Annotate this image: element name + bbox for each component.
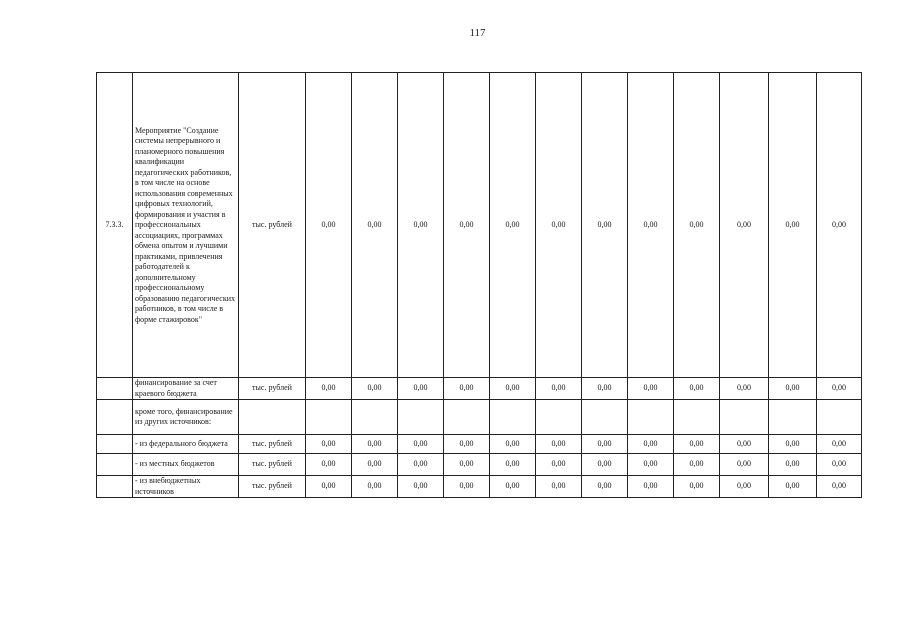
row-unit: тыс. рублей (239, 454, 306, 476)
value-cell: 0,00 (817, 454, 862, 476)
value-cell: 0,00 (628, 435, 674, 454)
value-cell: 0,00 (769, 435, 817, 454)
value-cell: 0,00 (628, 378, 674, 400)
value-cell (352, 400, 398, 435)
value-cell: 0,00 (817, 476, 862, 498)
value-cell (628, 400, 674, 435)
value-cell: 0,00 (536, 476, 582, 498)
value-cell: 0,00 (674, 73, 720, 378)
row-name: Мероприятие "Создание системы непрерывного и планомерного повышения квалификации педагогических работников, в том числе на основе использования современных цифровых технологий, формирования и участия в профессиональных ассоциациях, программах обмена опытом и лучшими практиками, привлечения работодателей к дополнительному профессиональному образованию педагогических работников, в том числе в форме стажировок" (133, 73, 239, 378)
value-cell: 0,00 (536, 454, 582, 476)
row-code (97, 454, 133, 476)
value-cell: 0,00 (720, 378, 769, 400)
value-cell: 0,00 (628, 454, 674, 476)
value-cell: 0,00 (444, 435, 490, 454)
value-cell: 0,00 (582, 435, 628, 454)
value-cell (398, 400, 444, 435)
value-cell: 0,00 (817, 378, 862, 400)
value-cell (490, 400, 536, 435)
value-cell: 0,00 (769, 454, 817, 476)
value-cell: 0,00 (720, 73, 769, 378)
value-cell: 0,00 (628, 476, 674, 498)
value-cell (306, 400, 352, 435)
value-cell: 0,00 (398, 476, 444, 498)
page-number: 117 (469, 27, 486, 39)
value-cell: 0,00 (674, 476, 720, 498)
value-cell (536, 400, 582, 435)
row-name: финансирование за счет краевого бюджета (133, 378, 239, 400)
value-cell: 0,00 (720, 435, 769, 454)
row-name: - из местных бюджетов (133, 454, 239, 476)
value-cell: 0,00 (674, 454, 720, 476)
value-cell: 0,00 (490, 454, 536, 476)
row-code (97, 378, 133, 400)
value-cell: 0,00 (444, 378, 490, 400)
value-cell (817, 400, 862, 435)
value-cell: 0,00 (720, 476, 769, 498)
value-cell: 0,00 (582, 73, 628, 378)
row-code (97, 400, 133, 435)
value-cell: 0,00 (817, 73, 862, 378)
value-cell: 0,00 (769, 73, 817, 378)
table-row (97, 435, 862, 454)
value-cell (582, 400, 628, 435)
budget-table (96, 72, 862, 498)
value-cell: 0,00 (582, 476, 628, 498)
value-cell: 0,00 (306, 378, 352, 400)
value-cell (674, 400, 720, 435)
row-code (97, 435, 133, 454)
row-name: - из внебюджетных источников (133, 476, 239, 498)
value-cell (720, 400, 769, 435)
table-row (97, 476, 862, 498)
value-cell: 0,00 (490, 435, 536, 454)
value-cell: 0,00 (536, 378, 582, 400)
value-cell: 0,00 (582, 454, 628, 476)
row-unit: тыс. рублей (239, 73, 306, 378)
value-cell: 0,00 (490, 476, 536, 498)
table-row (97, 454, 862, 476)
value-cell: 0,00 (490, 378, 536, 400)
value-cell: 0,00 (398, 454, 444, 476)
value-cell: 0,00 (536, 73, 582, 378)
value-cell (769, 400, 817, 435)
value-cell: 0,00 (628, 73, 674, 378)
value-cell: 0,00 (444, 476, 490, 498)
row-unit: тыс. рублей (239, 435, 306, 454)
value-cell: 0,00 (444, 73, 490, 378)
value-cell: 0,00 (536, 435, 582, 454)
row-name: кроме того, финансирование из других источников: (133, 400, 239, 435)
value-cell: 0,00 (398, 378, 444, 400)
value-cell: 0,00 (306, 73, 352, 378)
value-cell: 0,00 (398, 73, 444, 378)
value-cell: 0,00 (306, 435, 352, 454)
table-row (97, 378, 862, 400)
value-cell: 0,00 (398, 435, 444, 454)
value-cell: 0,00 (490, 73, 536, 378)
value-cell: 0,00 (352, 476, 398, 498)
value-cell: 0,00 (720, 454, 769, 476)
value-cell: 0,00 (306, 454, 352, 476)
row-name: - из федерального бюджета (133, 435, 239, 454)
value-cell: 0,00 (582, 378, 628, 400)
row-unit: тыс. рублей (239, 476, 306, 498)
value-cell: 0,00 (769, 378, 817, 400)
value-cell: 0,00 (817, 435, 862, 454)
value-cell: 0,00 (769, 476, 817, 498)
value-cell: 0,00 (674, 378, 720, 400)
row-unit (239, 400, 306, 435)
row-code (97, 476, 133, 498)
value-cell: 0,00 (352, 454, 398, 476)
row-unit: тыс. рублей (239, 378, 306, 400)
table-row (97, 73, 862, 378)
value-cell: 0,00 (306, 476, 352, 498)
value-cell: 0,00 (352, 73, 398, 378)
value-cell: 0,00 (352, 378, 398, 400)
value-cell: 0,00 (352, 435, 398, 454)
value-cell: 0,00 (674, 435, 720, 454)
value-cell (444, 400, 490, 435)
value-cell: 0,00 (444, 454, 490, 476)
row-code: 7.3.3. (97, 73, 133, 378)
table-row (97, 400, 862, 435)
